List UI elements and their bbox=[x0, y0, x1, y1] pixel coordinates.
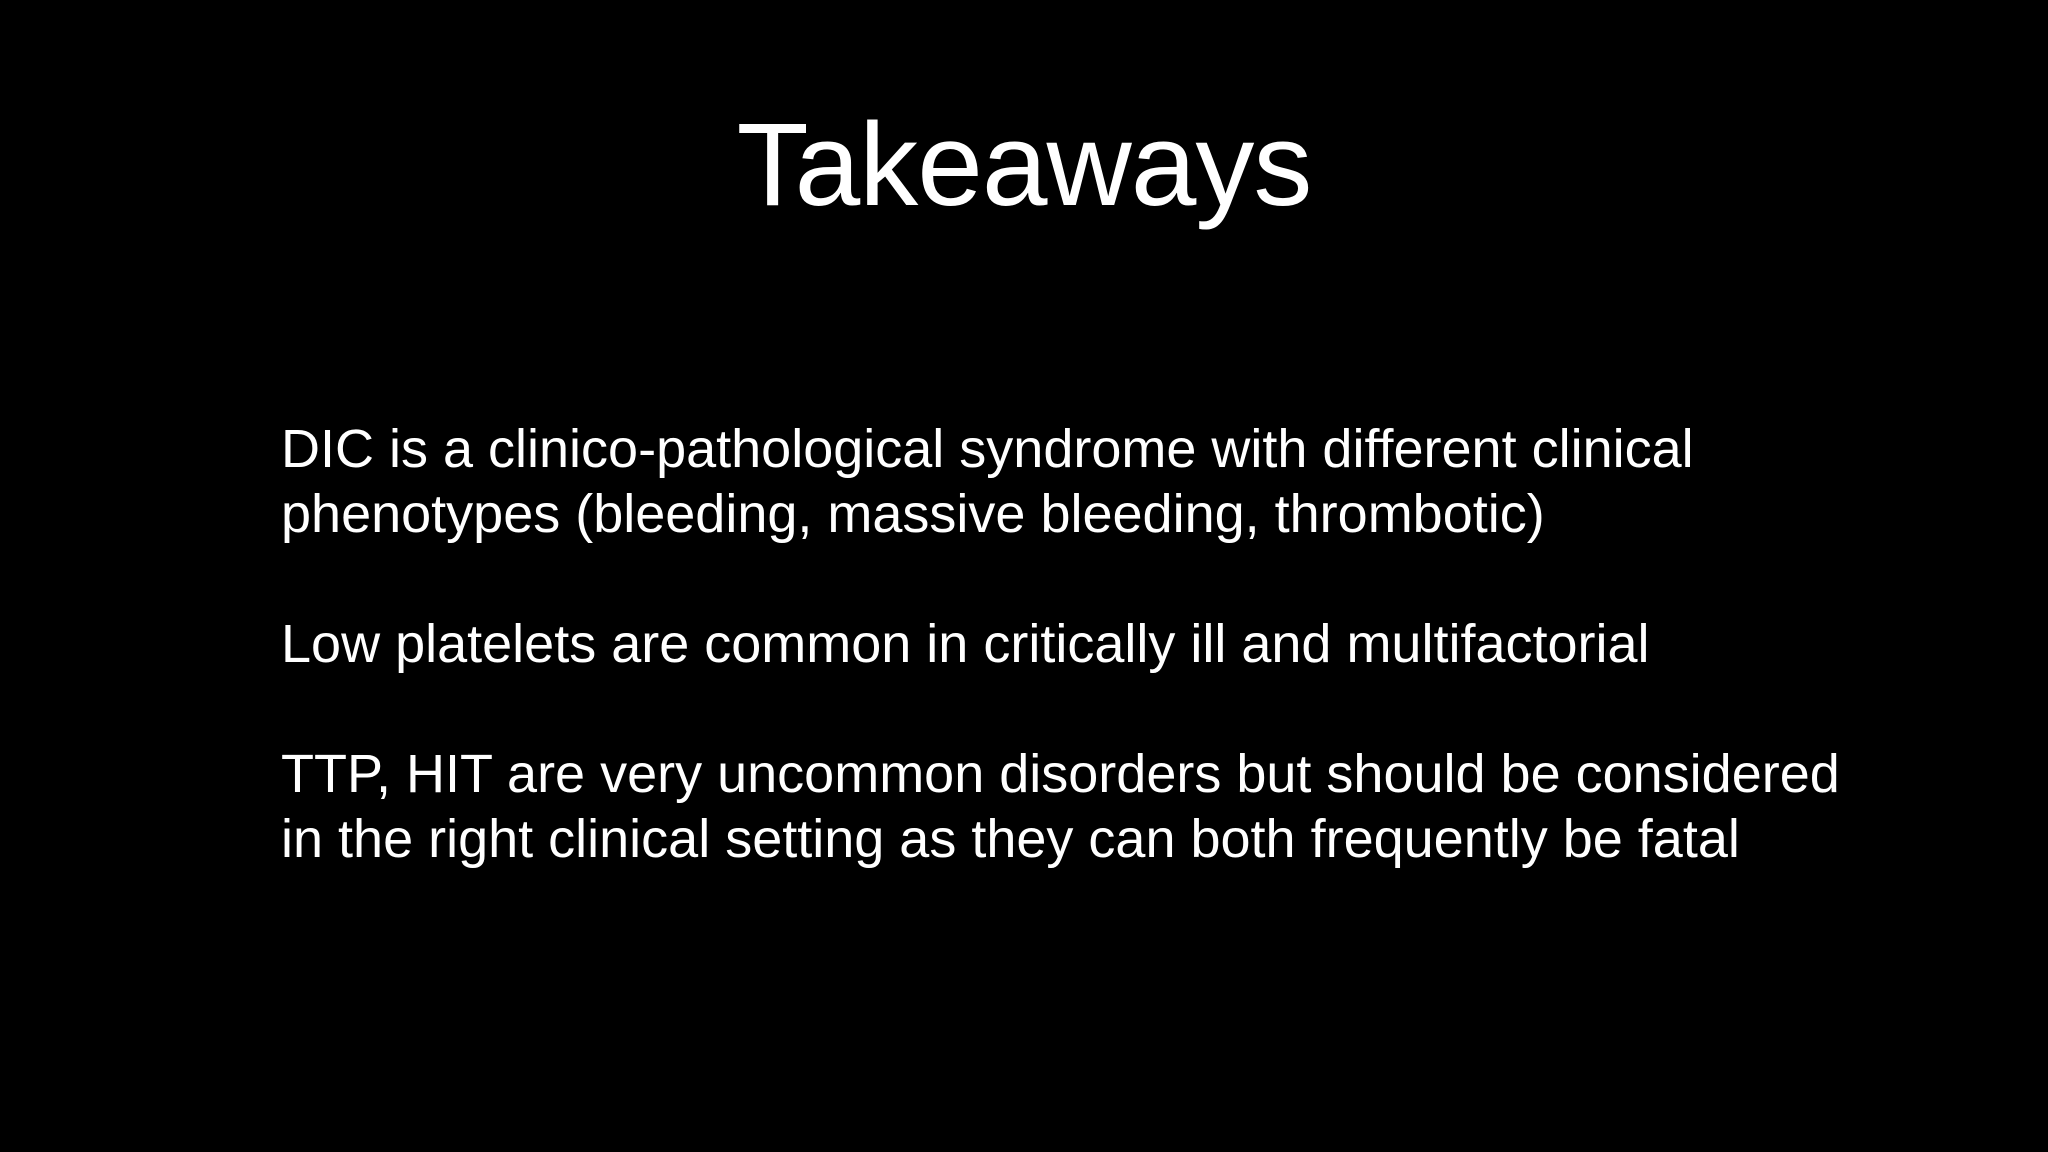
takeaway-list bbox=[281, 417, 1841, 872]
takeaway-point-low-platelets: Low platelets are common in critically ill and multifactorial bbox=[281, 614, 1650, 674]
takeaway-point-dic: DIC is a clinico-pathological syndrome with different clinical phenotypes (bleeding, massive bleeding, thrombotic) bbox=[281, 419, 1694, 544]
takeaway-point-ttp-hit: TTP, HIT are very uncommon disorders but should be considered in the right clinical setting as they can both frequently be fatal bbox=[281, 744, 1840, 869]
slide-title: Takeaways bbox=[736, 99, 1312, 231]
